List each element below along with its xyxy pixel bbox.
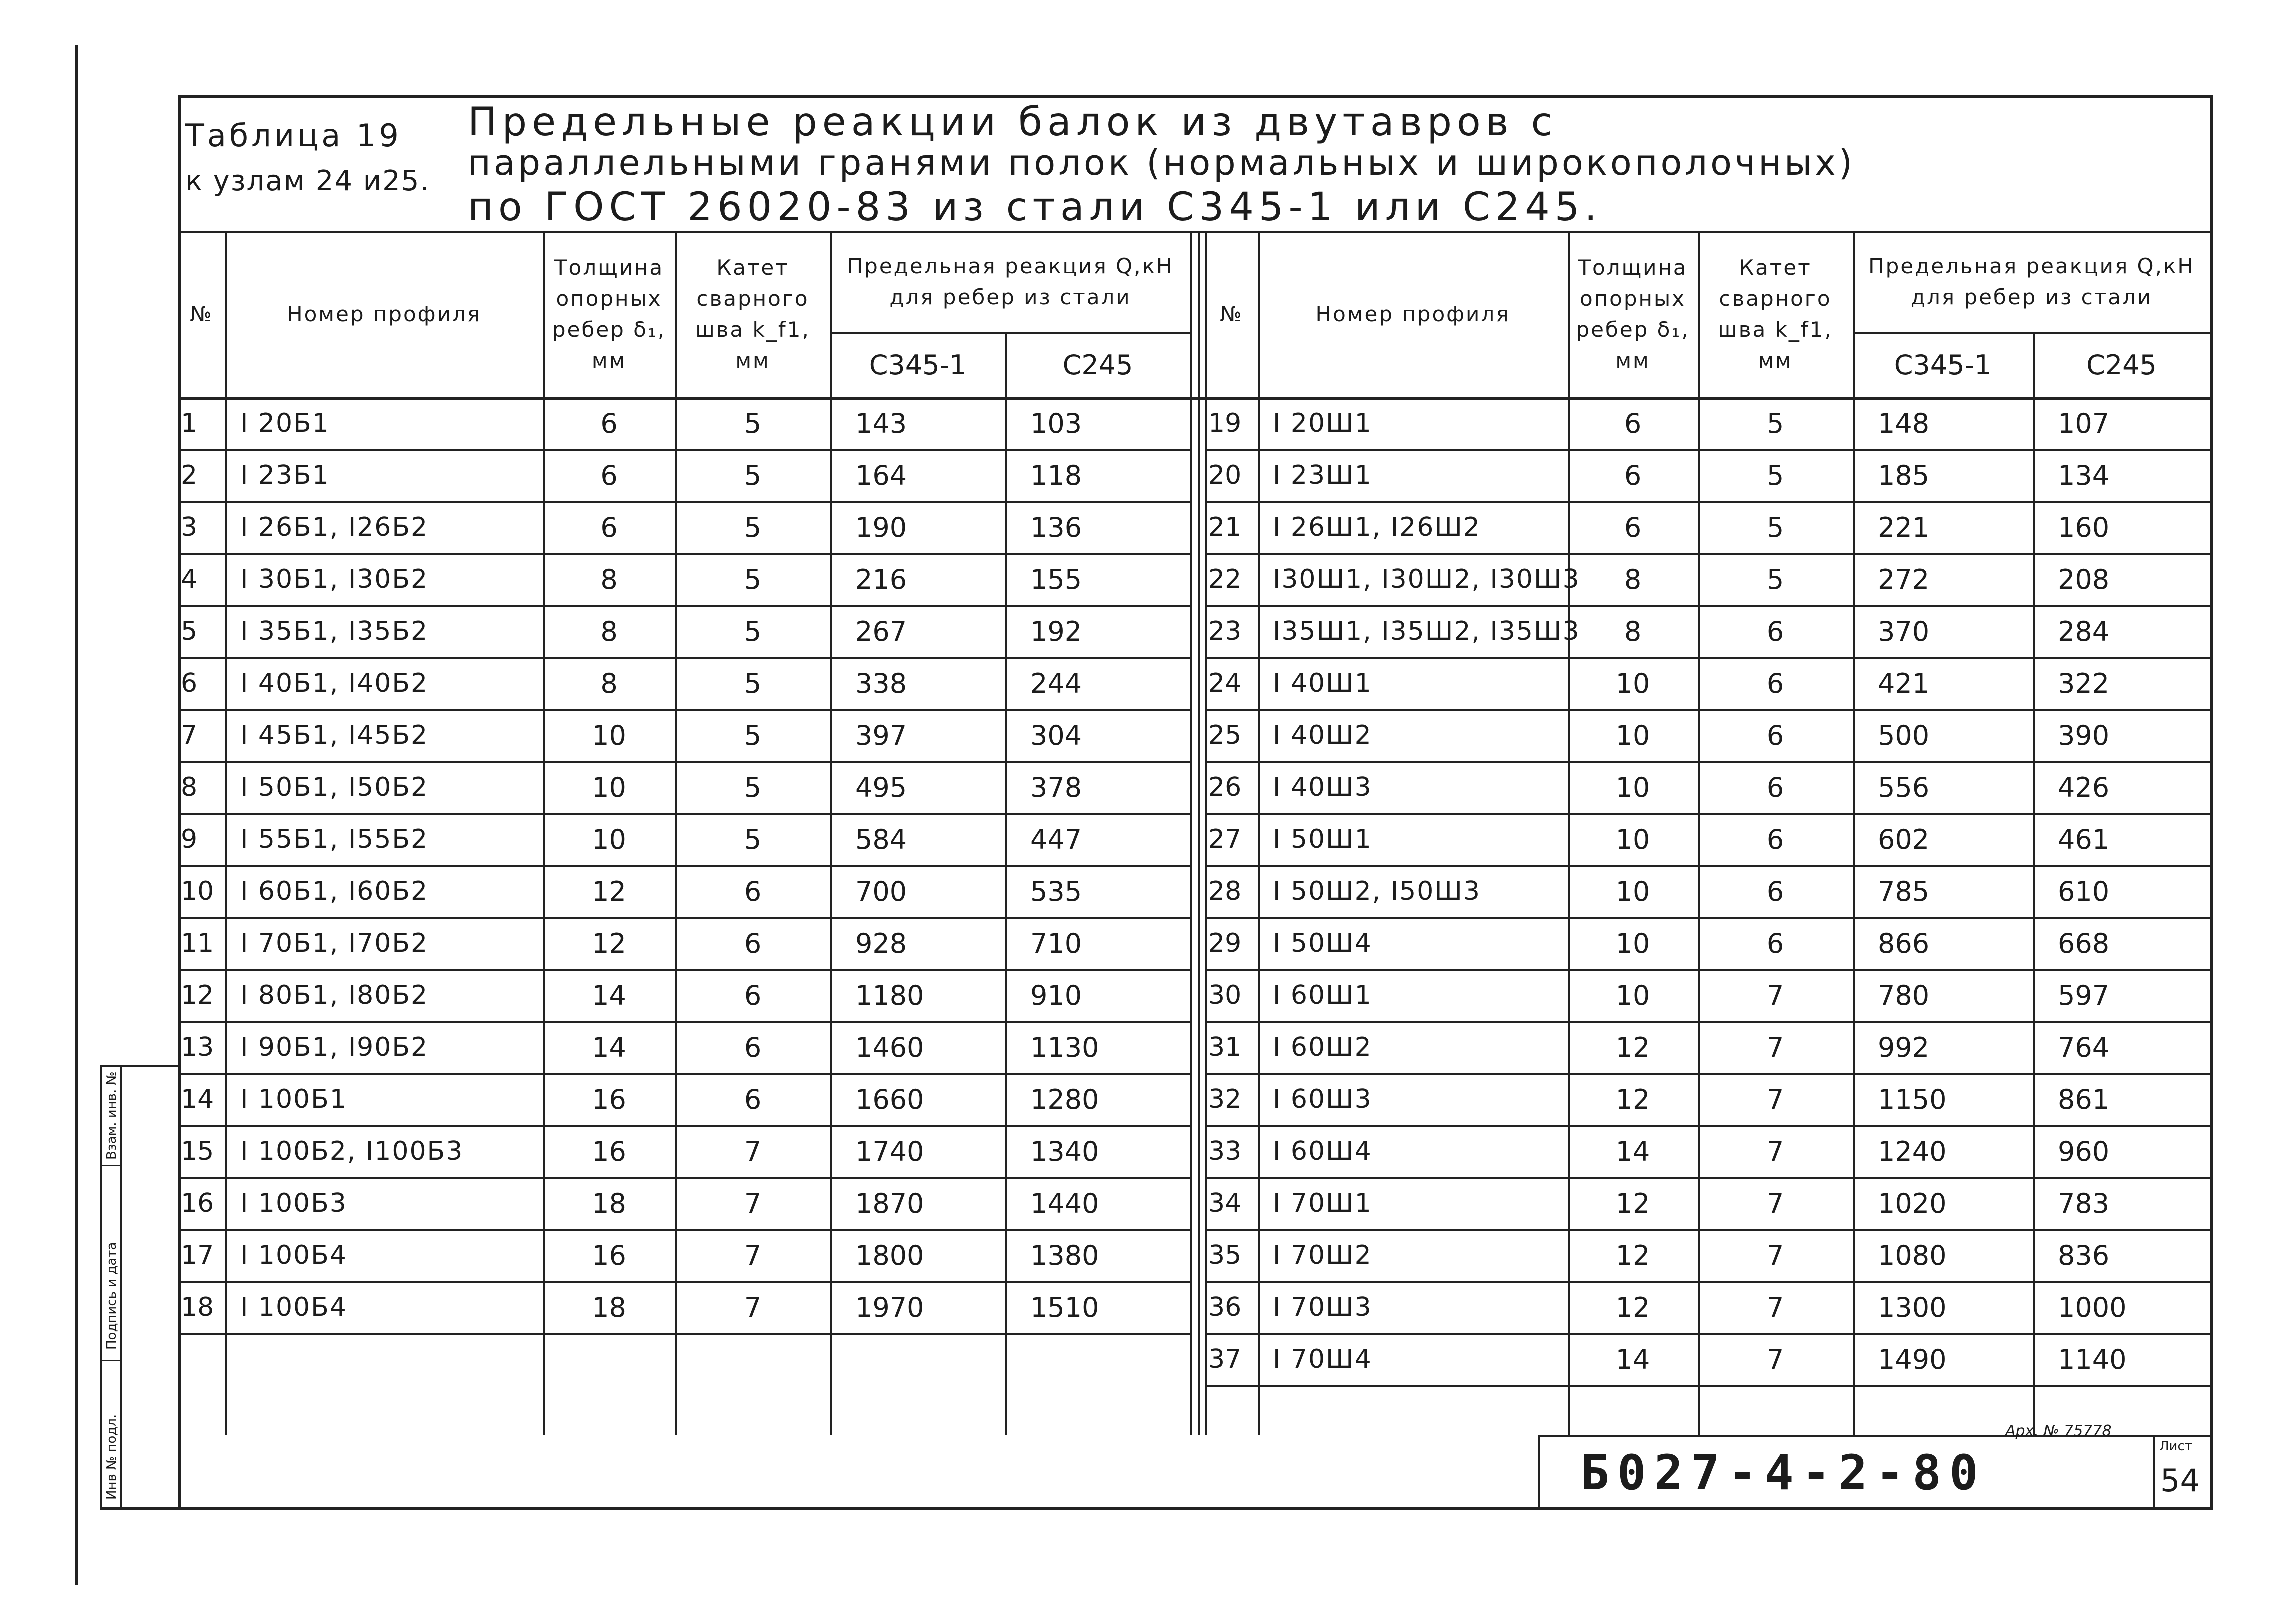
right-col-reaction-header: Предельная реакция Q,кН для ребер из стали <box>1868 254 2195 310</box>
row-reaction-c245: 447 <box>1030 824 1082 856</box>
row-weld: 6 <box>744 980 762 1012</box>
row-weld: 6 <box>744 928 762 960</box>
row-thickness: 12 <box>1615 1032 1650 1064</box>
row-thickness: 8 <box>1624 616 1642 648</box>
row-weld: 7 <box>744 1240 762 1272</box>
row-thickness: 6 <box>600 460 618 492</box>
row-number: 15 <box>181 1136 214 1166</box>
row-number: 3 <box>181 512 198 542</box>
row-profile: I 26Б1, I26Б2 <box>240 512 429 542</box>
row-profile: I 50Ш1 <box>1273 824 1372 854</box>
row-reaction-c345: 272 <box>1878 564 1930 596</box>
row-thickness: 8 <box>600 616 618 648</box>
row-number: 7 <box>181 720 198 750</box>
row-thickness: 6 <box>600 512 618 544</box>
row-reaction-c345: 421 <box>1878 668 1930 700</box>
row-thickness: 10 <box>1615 720 1650 752</box>
row-reaction-c245: 597 <box>2058 980 2110 1012</box>
row-reaction-c245: 668 <box>2058 928 2110 960</box>
row-reaction-c345: 1300 <box>1878 1292 1947 1324</box>
row-reaction-c345: 1490 <box>1878 1344 1947 1376</box>
row-weld: 7 <box>744 1188 762 1220</box>
row-reaction-c245: 783 <box>2058 1188 2110 1220</box>
row-weld: 5 <box>744 616 762 648</box>
row-reaction-c345: 267 <box>855 616 907 648</box>
row-profile: I 70Б1, I70Б2 <box>240 928 429 958</box>
row-thickness: 14 <box>1615 1344 1650 1376</box>
row-number: 23 <box>1208 616 1242 646</box>
row-thickness: 12 <box>1615 1188 1650 1220</box>
row-reaction-c345: 185 <box>1878 460 1930 492</box>
title-line-1: Предельные реакции балок из двутавров с <box>468 100 1558 145</box>
frame-top <box>178 95 2213 98</box>
row-weld: 7 <box>1766 1188 1784 1220</box>
row-number: 24 <box>1208 668 1242 698</box>
row-profile: I 40Б1, I40Б2 <box>240 668 429 698</box>
row-number: 2 <box>181 460 198 490</box>
row-weld: 7 <box>1766 1032 1784 1064</box>
row-thickness: 12 <box>1615 1084 1650 1116</box>
row-profile: I 20Б1 <box>240 408 330 438</box>
row-number: 21 <box>1208 512 1242 542</box>
row-thickness: 8 <box>600 564 618 596</box>
row-thickness: 14 <box>592 1032 626 1064</box>
row-thickness: 12 <box>1615 1240 1650 1272</box>
row-reaction-c345: 602 <box>1878 824 1930 856</box>
row-profile: I 60Ш3 <box>1273 1084 1372 1114</box>
row-reaction-c345: 780 <box>1878 980 1930 1012</box>
row-reaction-c345: 1240 <box>1878 1136 1947 1168</box>
row-weld: 5 <box>744 772 762 804</box>
row-number: 27 <box>1208 824 1242 854</box>
row-reaction-c345: 216 <box>855 564 907 596</box>
row-profile: I 60Ш4 <box>1273 1136 1372 1166</box>
row-reaction-c245: 1340 <box>1030 1136 1099 1168</box>
row-number: 1 <box>181 408 198 438</box>
row-reaction-c245: 960 <box>2058 1136 2110 1168</box>
row-reaction-c245: 160 <box>2058 512 2110 544</box>
row-reaction-c245: 244 <box>1030 668 1082 700</box>
row-thickness: 10 <box>592 772 626 804</box>
row-number: 20 <box>1208 460 1242 490</box>
row-reaction-c245: 284 <box>2058 616 2110 648</box>
row-reaction-c345: 1460 <box>855 1032 924 1064</box>
row-weld: 6 <box>1766 876 1784 908</box>
row-thickness: 16 <box>592 1084 626 1116</box>
row-profile: I 100Б2, I100Б3 <box>240 1136 464 1166</box>
right-col-steel-a-header: С345-1 <box>1894 349 1992 381</box>
row-profile: I 40Ш2 <box>1273 720 1372 750</box>
row-profile: I 23Ш1 <box>1273 460 1372 490</box>
row-reaction-c245: 155 <box>1030 564 1082 596</box>
row-weld: 6 <box>1766 668 1784 700</box>
row-reaction-c345: 928 <box>855 928 907 960</box>
row-thickness: 14 <box>1615 1136 1650 1168</box>
right-col-profile-header: Номер профиля <box>1315 302 1510 326</box>
row-reaction-c245: 1130 <box>1030 1032 1099 1064</box>
row-reaction-c245: 304 <box>1030 720 1082 752</box>
side-label-sign-date: Подпись и дата <box>104 1242 119 1350</box>
row-profile: I 35Б1, I35Б2 <box>240 616 429 646</box>
row-weld: 6 <box>1766 720 1784 752</box>
row-reaction-c345: 370 <box>1878 616 1930 648</box>
row-reaction-c245: 118 <box>1030 460 1082 492</box>
row-reaction-c245: 910 <box>1030 980 1082 1012</box>
row-reaction-c245: 1000 <box>2058 1292 2127 1324</box>
stamp-archive-no: Арх. № 75778 <box>2005 1422 2112 1440</box>
stamp-sheet-label: Лист <box>2159 1439 2192 1454</box>
row-profile: I 100Б3 <box>240 1188 347 1218</box>
row-weld: 7 <box>1766 980 1784 1012</box>
row-thickness: 16 <box>592 1240 626 1272</box>
row-weld: 6 <box>1766 824 1784 856</box>
row-weld: 7 <box>1766 1240 1784 1272</box>
row-weld: 7 <box>744 1136 762 1168</box>
left-col-steel-a-header: С345-1 <box>869 349 967 381</box>
row-reaction-c345: 1970 <box>855 1292 924 1324</box>
row-thickness: 18 <box>592 1292 626 1324</box>
row-weld: 5 <box>744 408 762 440</box>
row-reaction-c245: 208 <box>2058 564 2110 596</box>
row-reaction-c345: 221 <box>1878 512 1930 544</box>
row-number: 18 <box>181 1292 214 1322</box>
row-weld: 5 <box>744 512 762 544</box>
title-line-3: по ГОСТ 26020-83 из стали С345-1 или С245. <box>468 185 1602 230</box>
row-profile: I 40Ш1 <box>1273 668 1372 698</box>
row-profile: I 50Ш2, I50Ш3 <box>1273 876 1481 906</box>
row-number: 19 <box>1208 408 1242 438</box>
left-col-weld-header: Катет сварного шва k_f1, мм <box>695 255 810 373</box>
row-profile: I 40Ш3 <box>1273 772 1372 802</box>
row-thickness: 12 <box>592 928 626 960</box>
row-thickness: 10 <box>1615 824 1650 856</box>
row-number: 14 <box>181 1084 214 1114</box>
row-number: 10 <box>181 876 214 906</box>
row-thickness: 10 <box>1615 668 1650 700</box>
left-col-num-header: № <box>190 302 213 326</box>
row-reaction-c345: 164 <box>855 460 907 492</box>
row-profile: I35Ш1, I35Ш2, I35Ш3 <box>1273 616 1580 646</box>
left-col-reaction-header: Предельная реакция Q,кН для ребер из стали <box>847 254 1174 310</box>
left-col-thickness-header: Толщина опорных ребер δ₁, мм <box>552 255 666 373</box>
row-reaction-c345: 1740 <box>855 1136 924 1168</box>
row-profile: I 90Б1, I90Б2 <box>240 1032 429 1062</box>
row-profile: I 23Б1 <box>240 460 330 490</box>
row-number: 36 <box>1208 1292 1242 1322</box>
row-number: 5 <box>181 616 198 646</box>
row-thickness: 10 <box>592 720 626 752</box>
row-reaction-c245: 136 <box>1030 512 1082 544</box>
row-reaction-c245: 192 <box>1030 616 1082 648</box>
row-reaction-c345: 866 <box>1878 928 1930 960</box>
row-weld: 6 <box>744 1032 762 1064</box>
row-reaction-c345: 1870 <box>855 1188 924 1220</box>
row-weld: 6 <box>744 876 762 908</box>
row-reaction-c245: 1510 <box>1030 1292 1099 1324</box>
row-weld: 5 <box>1766 512 1784 544</box>
row-thickness: 6 <box>600 408 618 440</box>
row-number: 17 <box>181 1240 214 1270</box>
row-profile: I 50Б1, I50Б2 <box>240 772 429 802</box>
row-number: 25 <box>1208 720 1242 750</box>
stamp-sheet-number: 54 <box>2160 1462 2200 1499</box>
row-reaction-c245: 1140 <box>2058 1344 2127 1376</box>
row-profile: I 60Ш2 <box>1273 1032 1372 1062</box>
side-strip-sep-2 <box>100 1360 122 1362</box>
left-col-steel-b-header: С245 <box>1062 349 1133 381</box>
row-weld: 5 <box>1766 408 1784 440</box>
row-reaction-c345: 785 <box>1878 876 1930 908</box>
row-reaction-c345: 1800 <box>855 1240 924 1272</box>
row-thickness: 18 <box>592 1188 626 1220</box>
right-col-weld-header: Катет сварного шва k_f1, мм <box>1718 255 1833 373</box>
row-reaction-c245: 107 <box>2058 408 2110 440</box>
row-thickness: 8 <box>600 668 618 700</box>
row-weld: 6 <box>744 1084 762 1116</box>
row-thickness: 14 <box>592 980 626 1012</box>
stamp-doc-number: Б027-4-2-80 <box>1580 1445 1986 1501</box>
row-reaction-c245: 535 <box>1030 876 1082 908</box>
row-reaction-c345: 1150 <box>1878 1084 1947 1116</box>
side-strip-top <box>100 1065 180 1067</box>
row-profile: I 26Ш1, I26Ш2 <box>1273 512 1481 542</box>
row-number: 11 <box>181 928 214 958</box>
side-label-inv-no: Инв № подл. <box>104 1414 119 1500</box>
row-number: 13 <box>181 1032 214 1062</box>
row-weld: 5 <box>744 460 762 492</box>
row-thickness: 10 <box>592 824 626 856</box>
row-number: 9 <box>181 824 198 854</box>
row-reaction-c245: 134 <box>2058 460 2110 492</box>
row-reaction-c245: 861 <box>2058 1084 2110 1116</box>
row-reaction-c245: 461 <box>2058 824 2110 856</box>
row-thickness: 10 <box>1615 928 1650 960</box>
row-profile: I30Ш1, I30Ш2, I30Ш3 <box>1273 564 1580 594</box>
row-weld: 5 <box>744 668 762 700</box>
right-col-thickness-header: Толщина опорных ребер δ₁, мм <box>1576 255 1690 373</box>
stamp-sheet-divider <box>2153 1435 2155 1510</box>
row-thickness: 6 <box>1624 460 1642 492</box>
row-weld: 6 <box>1766 616 1784 648</box>
row-number: 26 <box>1208 772 1242 802</box>
row-reaction-c345: 190 <box>855 512 907 544</box>
row-reaction-c345: 338 <box>855 668 907 700</box>
row-weld: 5 <box>1766 564 1784 596</box>
row-thickness: 12 <box>1615 1292 1650 1324</box>
side-label-replace-inv: Взам. инв. № <box>104 1072 119 1160</box>
row-reaction-c245: 378 <box>1030 772 1082 804</box>
row-reaction-c345: 700 <box>855 876 907 908</box>
row-reaction-c345: 495 <box>855 772 907 804</box>
table-label: Таблица 19 <box>185 118 402 154</box>
row-weld: 6 <box>1766 772 1784 804</box>
row-number: 34 <box>1208 1188 1242 1218</box>
row-reaction-c345: 556 <box>1878 772 1930 804</box>
row-profile: I 45Б1, I45Б2 <box>240 720 429 750</box>
row-profile: I 70Ш1 <box>1273 1188 1372 1218</box>
row-weld: 7 <box>744 1292 762 1324</box>
title-line-2: параллельными гранями полок (нормальных и широкополочных) <box>468 142 1856 184</box>
row-weld: 7 <box>1766 1084 1784 1116</box>
row-reaction-c345: 148 <box>1878 408 1930 440</box>
row-thickness: 10 <box>1615 772 1650 804</box>
row-number: 35 <box>1208 1240 1242 1270</box>
row-profile: I 30Б1, I30Б2 <box>240 564 429 594</box>
stamp-left <box>1538 1435 1540 1510</box>
row-profile: I 70Ш4 <box>1273 1344 1372 1374</box>
row-reaction-c345: 1660 <box>855 1084 924 1116</box>
row-weld: 5 <box>1766 460 1784 492</box>
row-reaction-c245: 764 <box>2058 1032 2110 1064</box>
row-reaction-c245: 1440 <box>1030 1188 1099 1220</box>
row-number: 8 <box>181 772 198 802</box>
row-weld: 6 <box>1766 928 1784 960</box>
row-weld: 5 <box>744 564 762 596</box>
row-reaction-c345: 397 <box>855 720 907 752</box>
row-number: 22 <box>1208 564 1242 594</box>
row-thickness: 8 <box>1624 564 1642 596</box>
row-reaction-c345: 584 <box>855 824 907 856</box>
row-number: 16 <box>181 1188 214 1218</box>
row-reaction-c245: 103 <box>1030 408 1082 440</box>
row-thickness: 12 <box>592 876 626 908</box>
row-profile: I 70Ш2 <box>1273 1240 1372 1270</box>
row-profile: I 100Б4 <box>240 1240 347 1270</box>
row-profile: I 20Ш1 <box>1273 408 1372 438</box>
row-reaction-c245: 1280 <box>1030 1084 1099 1116</box>
row-reaction-c345: 992 <box>1878 1032 1930 1064</box>
left-margin-line <box>75 45 78 1585</box>
side-strip-mid <box>120 1065 122 1510</box>
row-reaction-c245: 426 <box>2058 772 2110 804</box>
row-number: 30 <box>1208 980 1242 1010</box>
row-number: 37 <box>1208 1344 1242 1374</box>
side-strip-left <box>100 1065 102 1510</box>
row-reaction-c245: 1380 <box>1030 1240 1099 1272</box>
right-col-steel-b-header: С245 <box>2086 349 2157 381</box>
row-thickness: 6 <box>1624 408 1642 440</box>
row-weld: 7 <box>1766 1292 1784 1324</box>
row-reaction-c345: 500 <box>1878 720 1930 752</box>
row-profile: I 60Б1, I60Б2 <box>240 876 429 906</box>
row-profile: I 50Ш4 <box>1273 928 1372 958</box>
row-number: 28 <box>1208 876 1242 906</box>
row-thickness: 10 <box>1615 980 1650 1012</box>
right-col-num-header: № <box>1220 302 1243 326</box>
left-col-profile-header: Номер профиля <box>287 302 481 326</box>
row-weld: 5 <box>744 824 762 856</box>
row-thickness: 16 <box>592 1136 626 1168</box>
row-number: 32 <box>1208 1084 1242 1114</box>
frame-bottom <box>100 1508 2213 1510</box>
row-number: 31 <box>1208 1032 1242 1062</box>
row-profile: I 100Б1 <box>240 1084 347 1114</box>
row-reaction-c245: 710 <box>1030 928 1082 960</box>
nodes-label: к узлам 24 и25. <box>185 165 430 198</box>
row-number: 33 <box>1208 1136 1242 1166</box>
row-reaction-c245: 322 <box>2058 668 2110 700</box>
row-weld: 7 <box>1766 1136 1784 1168</box>
row-number: 6 <box>181 668 198 698</box>
row-profile: I 55Б1, I55Б2 <box>240 824 429 854</box>
row-reaction-c345: 1020 <box>1878 1188 1947 1220</box>
row-number: 12 <box>181 980 214 1010</box>
table-row-line <box>178 1334 1190 1335</box>
row-profile: I 60Ш1 <box>1273 980 1372 1010</box>
row-number: 29 <box>1208 928 1242 958</box>
row-number: 4 <box>181 564 198 594</box>
row-weld: 5 <box>744 720 762 752</box>
row-reaction-c245: 836 <box>2058 1240 2110 1272</box>
row-reaction-c345: 143 <box>855 408 907 440</box>
row-thickness: 10 <box>1615 876 1650 908</box>
row-reaction-c245: 610 <box>2058 876 2110 908</box>
row-thickness: 6 <box>1624 512 1642 544</box>
row-reaction-c345: 1180 <box>855 980 924 1012</box>
row-profile: I 100Б4 <box>240 1292 347 1322</box>
row-reaction-c345: 1080 <box>1878 1240 1947 1272</box>
row-profile: I 80Б1, I80Б2 <box>240 980 429 1010</box>
table-row-line <box>1205 1386 2210 1387</box>
row-profile: I 70Ш3 <box>1273 1292 1372 1322</box>
row-weld: 7 <box>1766 1344 1784 1376</box>
side-strip-sep-1 <box>100 1165 122 1166</box>
row-reaction-c245: 390 <box>2058 720 2110 752</box>
